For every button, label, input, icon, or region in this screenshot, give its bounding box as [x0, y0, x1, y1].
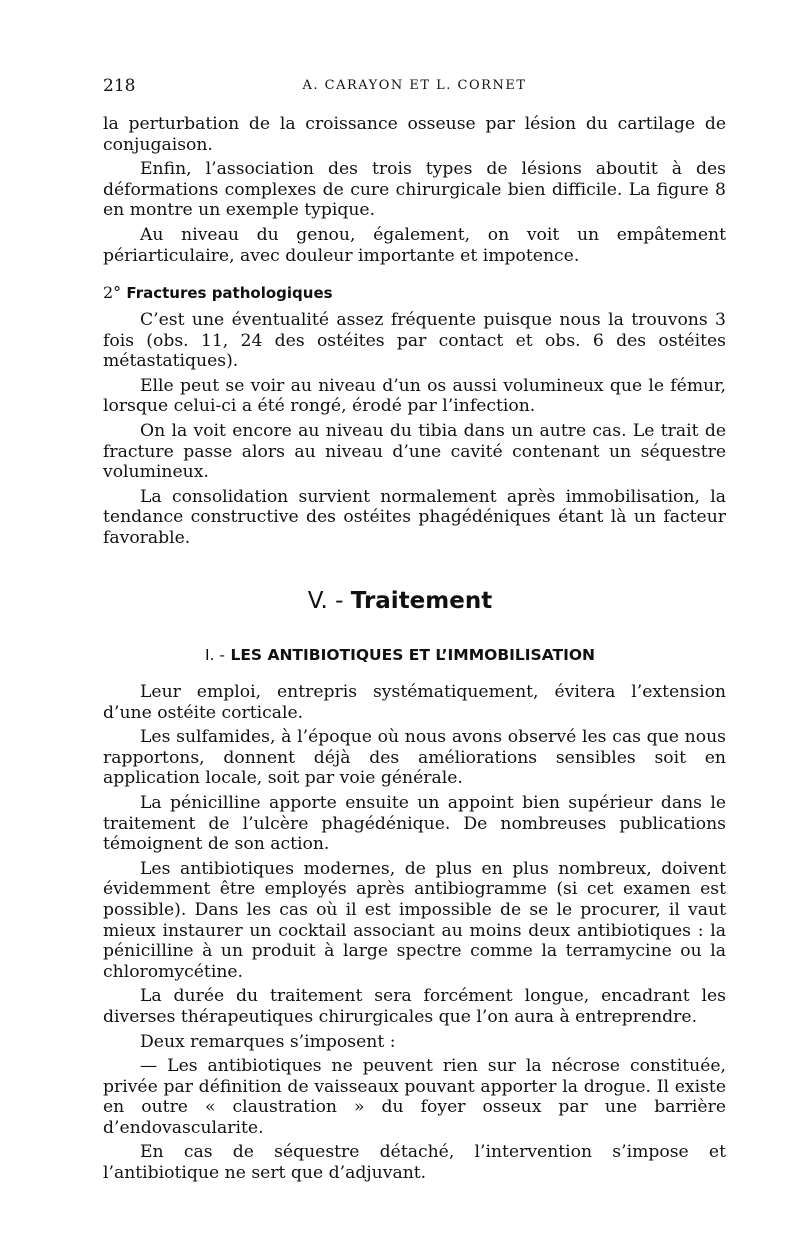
paragraph: Elle peut se voir au niveau d’un os aussi volumineux que le fémur, lorsque celui-ci a été rongé, érodé par l’infection.: [103, 375, 726, 417]
paragraph: C’est une éventualité assez fréquente puisque nous la trouvons 3 fois (obs. 11, 24 des ostéites par contact et obs. 6 des ostéites métastatiques).: [103, 310, 726, 372]
paragraph: Leur emploi, entrepris systématiquement, évitera l’extension d’une ostéite corticale.: [103, 682, 726, 723]
paragraph: la perturbation de la croissance osseuse par lésion du cartilage de conjugaison.: [103, 114, 726, 155]
paragraph: En cas de séquestre détaché, l’intervention s’impose et l’antibiotique ne sert que d’adjuvant.: [103, 1142, 726, 1184]
paragraph: La pénicilline apporte ensuite un appoint bien supérieur dans le traitement de l’ulcère phagédénique. De nombreuses publications témoignent de son action.: [103, 792, 726, 855]
paragraph: On la voit encore au niveau du tibia dans un autre cas. Le trait de fracture passe alors au niveau d’une cavité contenant un séquestre volumineux.: [103, 420, 726, 483]
subsection-number: 2°: [103, 283, 122, 302]
chapter-title: Traitement: [350, 588, 493, 614]
chapter-number: V. -: [307, 588, 344, 614]
subsection-title: Fractures pathologiques: [126, 284, 333, 302]
paragraph: Au niveau du genou, également, on voit un empâtement périarticulaire, avec douleur importante et impotence.: [103, 224, 726, 266]
paragraph: Les sulfamides, à l’époque où nous avons observé les cas que nous rapportons, donnent déjà des améliorations sensibles soit en application locale, soit par voie générale.: [103, 727, 726, 789]
running-head: A. CARAYON ET L. CORNET: [302, 78, 527, 93]
paragraph: Enfin, l’association des trois types de lésions aboutit à des déformations complexes de cure chirurgicale bien difficile. La figure 8 en montre un exemple typique.: [103, 159, 726, 221]
paragraph: La consolidation survient normalement après immobilisation, la tendance constructive des ostéites phagédéniques étant là un facteur favorable.: [103, 486, 726, 548]
chapter-heading: [0, 588, 800, 614]
section-number: I. -: [205, 646, 226, 664]
subsection-heading: [103, 283, 726, 302]
section-heading: [0, 646, 800, 664]
paragraph: La durée du traitement sera forcément longue, encadrant les diverses thérapeutiques chirurgicales que l’on aura à entreprendre.: [103, 986, 726, 1027]
paragraph: Les antibiotiques modernes, de plus en plus nombreux, doivent évidemment être employés après antibiogramme (si cet examen est possible). Dans les cas où il est impossible de se le procurer, il vaut mieux instaurer un cocktail associant au moins deux antibiotiques : la pénicilline à un produit à large spectre comme la terramycine ou la chloromycétine.: [103, 858, 726, 982]
page-header: [103, 76, 726, 98]
text-block-treatment: [103, 682, 726, 1188]
paragraph: Deux remarques s’imposent :: [140, 1031, 396, 1052]
subsection-fractures: [103, 283, 726, 553]
section-title: LES ANTIBIOTIQUES ET L’IMMOBILISATION: [230, 646, 595, 664]
text-block-intro: [103, 114, 726, 270]
page-number: 218: [103, 76, 136, 96]
paragraph: — Les antibiotiques ne peuvent rien sur la nécrose constituée, privée par définition de vaisseaux pouvant apporter la drogue. Il existe en outre « claustration » du foyer osseux par une barrière d’endovascularite.: [103, 1056, 726, 1138]
